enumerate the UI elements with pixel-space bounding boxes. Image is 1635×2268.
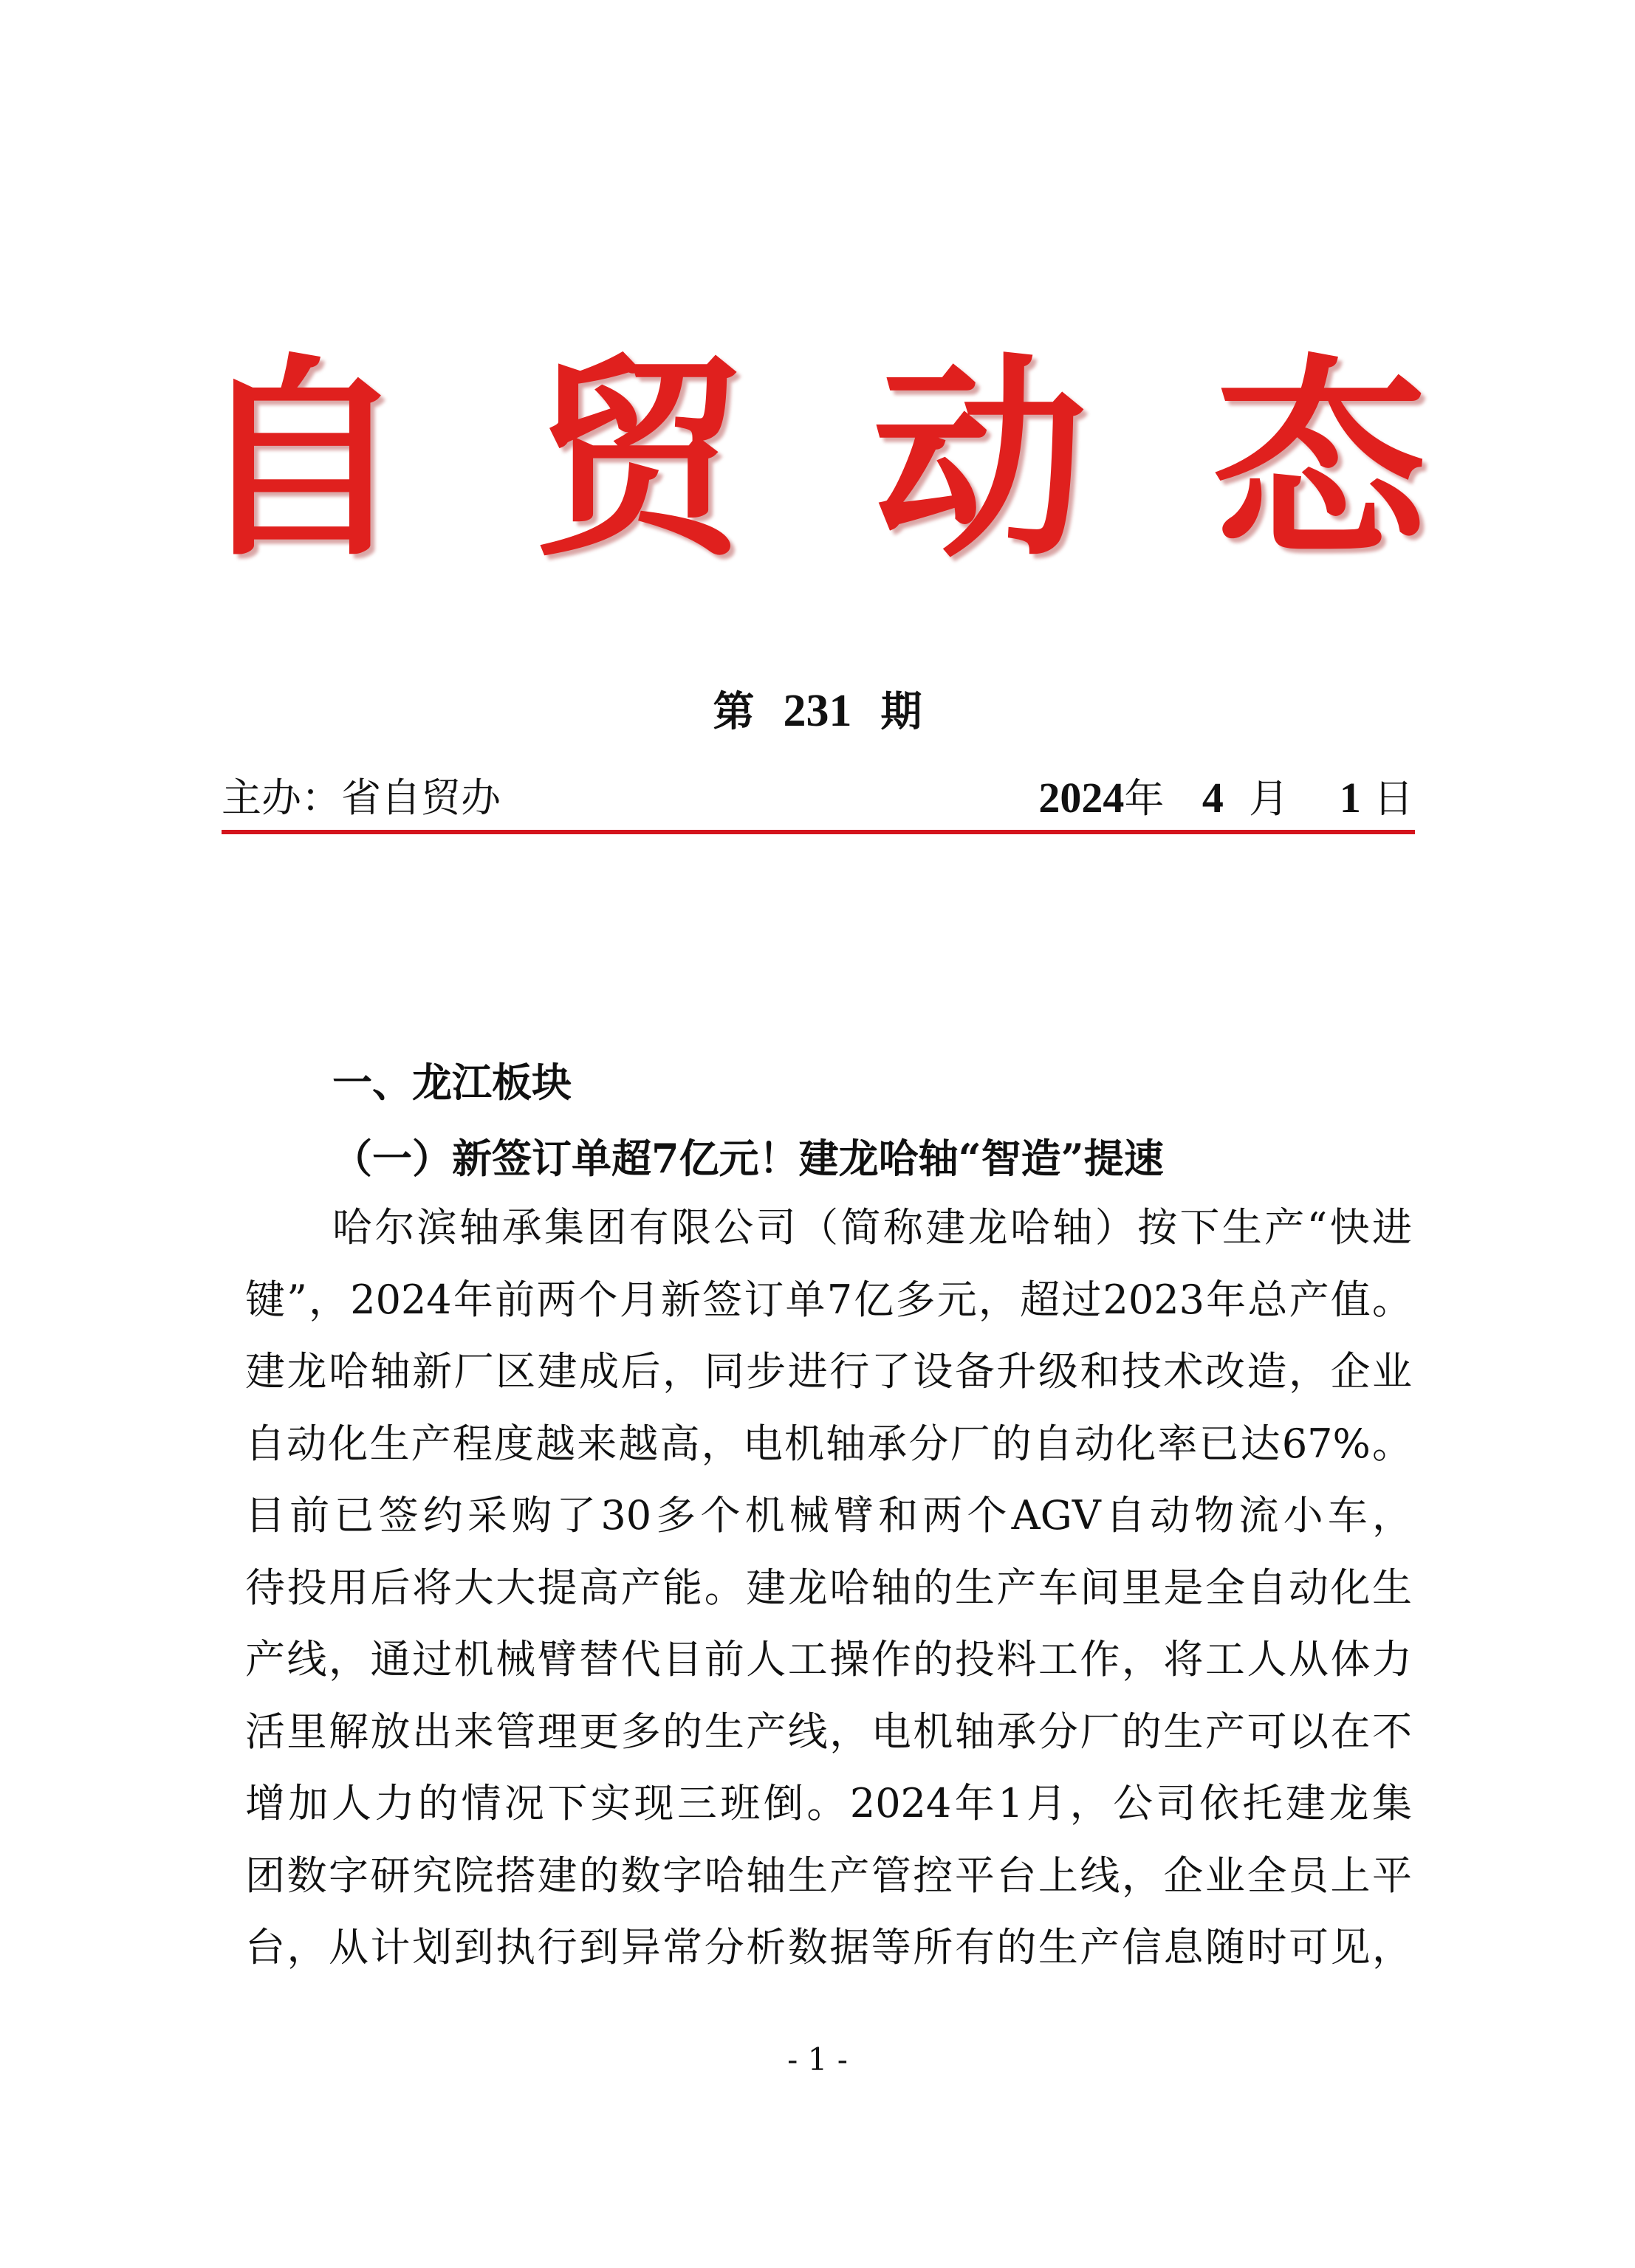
date-month: 4 bbox=[1202, 774, 1224, 822]
issue-value: 231 bbox=[783, 686, 852, 736]
issue-prefix: 第 bbox=[713, 687, 755, 736]
sponsor: 主办：省自贸办 bbox=[222, 774, 501, 821]
issue-date bbox=[1038, 772, 1413, 825]
date-year: 2024 bbox=[1038, 774, 1125, 822]
date-day: 1 bbox=[1339, 774, 1361, 822]
article-body bbox=[245, 1192, 1412, 1984]
body-line: 哈尔滨轴承集团有限公司（简称建龙哈轴）按下生产“快进 bbox=[332, 1204, 1412, 1251]
body-line: 台，从计划到执行到异常分析数据等所有的生产信息随时可见， bbox=[245, 1924, 1412, 1970]
body-line: 建龙哈轴新厂区建成后，同步进行了设备升级和技术改造，企业 bbox=[245, 1348, 1412, 1395]
body-line: 自动化生产程度越来越高，电机轴承分厂的自动化率已达67%。 bbox=[245, 1420, 1412, 1467]
date-day-unit: 日 bbox=[1374, 775, 1413, 822]
body-line: 目前已签约采购了30多个机械臂和两个AGV自动物流小车， bbox=[245, 1492, 1412, 1539]
body-line: 团数字研究院搭建的数字哈轴生产管控平台上线，企业全员上平 bbox=[245, 1852, 1412, 1899]
body-line: 活里解放出来管理更多的生产线，电机轴承分厂的生产可以在不 bbox=[245, 1708, 1412, 1755]
body-line: 键”，2024年前两个月新签订单7亿多元，超过2023年总产值。 bbox=[245, 1276, 1412, 1323]
issue-suffix: 期 bbox=[880, 687, 922, 736]
masthead-title: 自贸动态 bbox=[193, 337, 1552, 585]
article-heading: （一）新签订单超7亿元！建龙哈轴“智造”提速 bbox=[332, 1135, 1164, 1182]
body-line: 增加人力的情况下实现三班倒。2024年1月，公司依托建龙集 bbox=[245, 1780, 1412, 1827]
issue-number bbox=[0, 685, 1635, 738]
date-year-unit: 年 bbox=[1124, 775, 1165, 822]
body-line: 产线，通过机械臂替代目前人工操作的投料工作，将工人从体力 bbox=[245, 1636, 1412, 1683]
header-divider bbox=[222, 830, 1415, 834]
date-month-unit: 月 bbox=[1249, 775, 1289, 822]
page-number: - 1 - bbox=[787, 2041, 848, 2078]
body-line: 待投用后将大大提高产能。建龙哈轴的生产车间里是全自动化生 bbox=[245, 1564, 1412, 1611]
section-heading: 一、龙江板块 bbox=[332, 1059, 572, 1106]
